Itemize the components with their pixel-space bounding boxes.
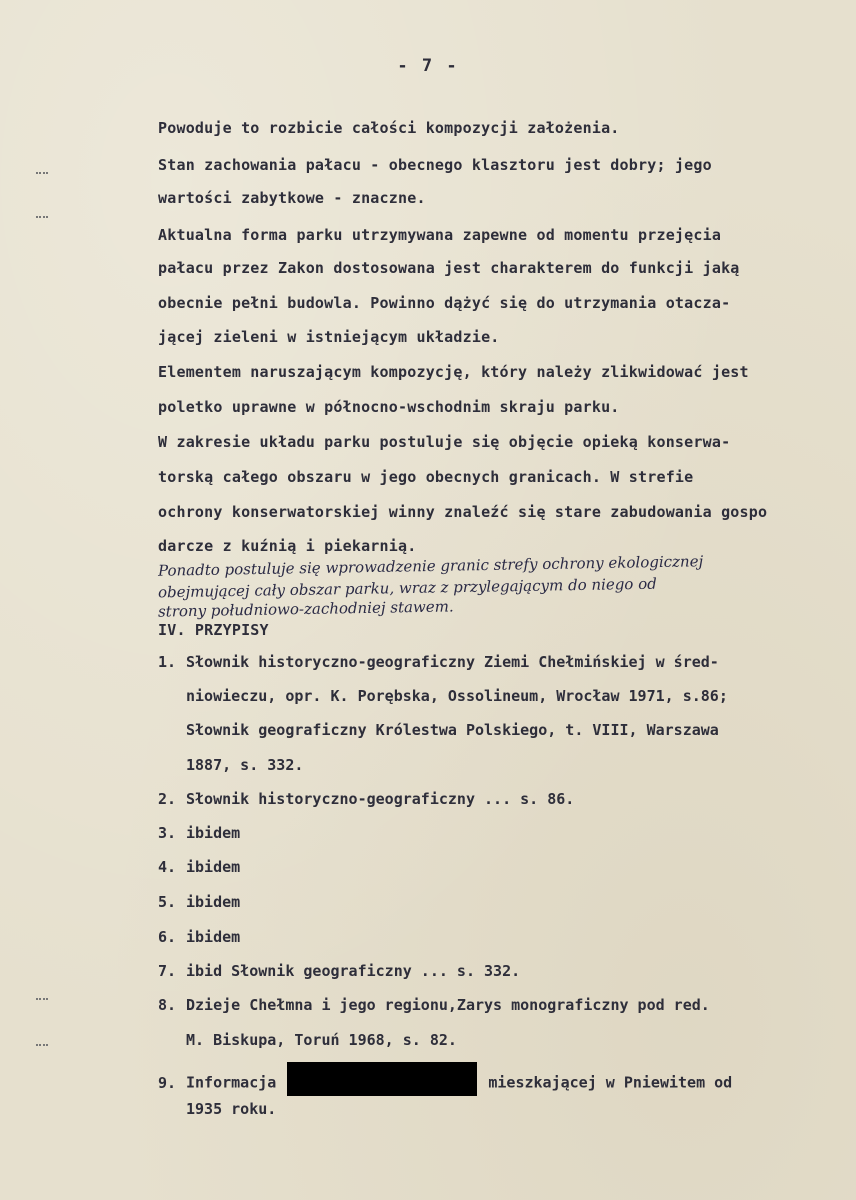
footnote-7 <box>158 961 520 981</box>
section-heading: IV. PRZYPISY <box>158 621 269 639</box>
footnote-4 <box>158 857 240 877</box>
body-line: Aktualna forma parku utrzymywana zapewne od momentu przejęcia <box>158 226 722 244</box>
footnote-number: 9. <box>158 1073 177 1092</box>
footnote-8 <box>158 995 710 1015</box>
body-line: darcze z kuźnią i piekarnią. <box>158 537 417 555</box>
footnote-number: 2. <box>158 790 177 808</box>
footnote-text: ibidem <box>186 858 241 876</box>
footnote-text: Słownik historyczno-geograficzny ... s. 86. <box>186 790 575 808</box>
footnote-text: niowieczu, opr. K. Porębska, Ossolineum, Wrocław 1971, s.86; <box>186 687 728 705</box>
footnote-text: mieszkającej w Pniewitem od <box>488 1073 733 1092</box>
footnote-number: 6. <box>158 928 177 946</box>
footnote-number: 1. <box>158 653 177 671</box>
footnote-6 <box>158 927 240 947</box>
body-line: Elementem naruszającym kompozycję, który należy zlikwidować jest <box>158 363 749 381</box>
footnote-text: Słownik geograficzny Królestwa Polskiego, t. VIII, Warszawa <box>186 721 719 739</box>
margin-mark <box>36 216 48 224</box>
body-line: pałacu przez Zakon dostosowana jest charakterem do funkcji jaką <box>158 259 740 277</box>
body-line: ochrony konserwatorskiej winny znaleźć się stare zabudowania gospo <box>158 503 768 521</box>
footnote-5 <box>158 892 240 912</box>
footnote-text: Słownik historyczno-geograficzny Ziemi Chełmińskiej w śred- <box>186 653 719 671</box>
body-line: poletko uprawne w północno-wschodnim skraju parku. <box>158 398 620 416</box>
footnote-text: M. Biskupa, Toruń 1968, s. 82. <box>186 1031 457 1049</box>
footnote-text: Informacja <box>186 1073 277 1092</box>
footnote-text: 1935 roku. <box>186 1100 277 1118</box>
handwritten-line: obejmującej cały obszar parku, wraz z przylegającym do niego od <box>157 574 657 602</box>
margin-mark <box>36 998 48 1006</box>
handwritten-line: Ponadto postuluje się wprowadzenie granic strefy ochrony ekologicznej <box>157 552 704 580</box>
footnote-1 <box>158 652 719 672</box>
footnote-2 <box>158 789 574 809</box>
body-line: torską całego obszaru w jego obecnych granicach. W strefie <box>158 468 694 486</box>
body-line: obecnie pełni budowla. Powinno dążyć się do utrzymania otacza- <box>158 294 731 312</box>
body-line: wartości zabytkowe - znaczne. <box>158 189 426 207</box>
footnote-number: 4. <box>158 858 177 876</box>
handwritten-line: strony południowo-zachodniej stawem. <box>157 597 454 621</box>
footnote-3 <box>158 823 240 843</box>
footnote-number: 3. <box>158 824 177 842</box>
redaction-box <box>287 1062 477 1096</box>
margin-mark <box>36 172 48 180</box>
footnote-9 <box>158 1066 732 1100</box>
footnote-number: 5. <box>158 893 177 911</box>
footnote-text: 1887, s. 332. <box>186 756 304 774</box>
footnote-number: 8. <box>158 996 177 1014</box>
footnote-text: ibidem <box>186 824 241 842</box>
body-line: Stan zachowania pałacu - obecnego klasztoru jest dobry; jego <box>158 156 712 174</box>
body-line: Powoduje to rozbicie całości kompozycji założenia. <box>158 119 620 137</box>
margin-mark <box>36 1044 48 1052</box>
footnote-number: 7. <box>158 962 177 980</box>
footnote-text: ibid Słownik geograficzny ... s. 332. <box>186 962 521 980</box>
page-number: - 7 - <box>397 56 459 76</box>
body-line: W zakresie układu parku postuluje się objęcie opieką konserwa- <box>158 433 731 451</box>
footnote-text: ibidem <box>186 893 241 911</box>
body-line: jącej zieleni w istniejącym układzie. <box>158 328 500 346</box>
footnote-text: Dzieje Chełmna i jego regionu,Zarys monograficzny pod red. <box>186 996 710 1014</box>
footnote-text: ibidem <box>186 928 241 946</box>
